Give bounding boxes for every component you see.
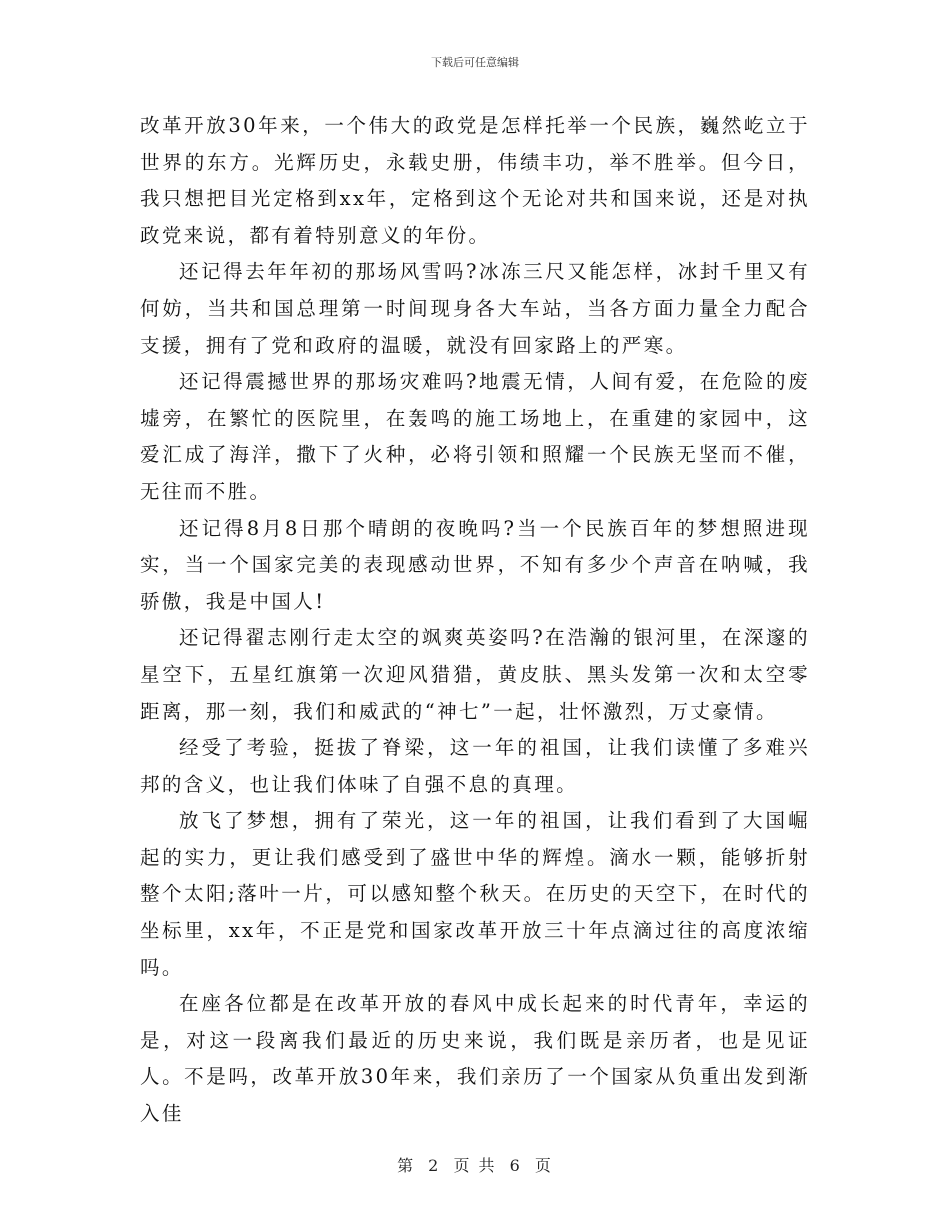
paragraph-4: 还记得8月8日那个晴朗的夜晚吗?当一个民族百年的梦想照进现实，当一个国家完美的表现感动世界，不知有多少个声音在呐喊，我骄傲，我是中国人! — [140, 516, 810, 613]
footer-middle: 页 共 — [453, 1156, 497, 1175]
page-header: 下载后可任意编辑 — [431, 56, 519, 69]
footer-suffix: 页 — [534, 1156, 553, 1175]
paragraph-8: 在座各位都是在改革开放的春风中成长起来的时代青年，幸运的是，对这一段离我们最近的历史来说，我们既是亲历者，也是见证人。不是吗，改革开放30年来，我们亲历了一个国家从负重出发到渐入佳 — [140, 992, 810, 1126]
footer-total-pages: 6 — [509, 1156, 522, 1175]
document-body — [140, 108, 810, 1133]
paragraph-2: 还记得去年年初的那场风雪吗?冰冻三尺又能怎样，冰封千里又有何妨，当共和国总理第一时间现身各大车站，当各方面力量全力配合支援，拥有了党和政府的温暖，就没有回家路上的严寒。 — [140, 260, 810, 357]
footer-page-number: 2 — [428, 1156, 441, 1175]
paragraph-6: 经受了考验，挺拔了脊梁，这一年的祖国，让我们读懂了多难兴邦的含义，也让我们体味了自强不息的真理。 — [140, 736, 810, 796]
paragraph-5: 还记得翟志刚行走太空的飒爽英姿吗?在浩瀚的银河里，在深邃的星空下，五星红旗第一次迎风猎猎，黄皮肤、黑头发第一次和太空零距离，那一刻，我们和威武的“神七”一起，壮怀激烈，万丈豪情。 — [140, 626, 810, 723]
paragraph-1: 改革开放30年来，一个伟大的政党是怎样托举一个民族，巍然屹立于世界的东方。光辉历史，永载史册，伟绩丰功，举不胜举。但今日，我只想把目光定格到xx年，定格到这个无论对共和国来说，还是对执政党来说，都有着特别意义的年份。 — [140, 114, 810, 247]
footer-prefix: 第 — [397, 1156, 416, 1175]
page-footer — [0, 1153, 950, 1176]
paragraph-3: 还记得震撼世界的那场灾难吗?地震无情，人间有爱，在危险的废墟旁，在繁忙的医院里，在轰鸣的施工场地上，在重建的家园中，这爱汇成了海洋，撒下了火种，必将引领和照耀一个民族无坚而不催，无往而不胜。 — [140, 370, 810, 503]
paragraph-7: 放飞了梦想，拥有了荣光，这一年的祖国，让我们看到了大国崛起的实力，更让我们感受到了盛世中华的辉煌。滴水一颗，能够折射整个太阳;落叶一片，可以感知整个秋天。在历史的天空下，在时代的坐标里，xx年，不正是党和国家改革开放三十年点滴过往的高度浓缩吗。 — [140, 809, 810, 979]
